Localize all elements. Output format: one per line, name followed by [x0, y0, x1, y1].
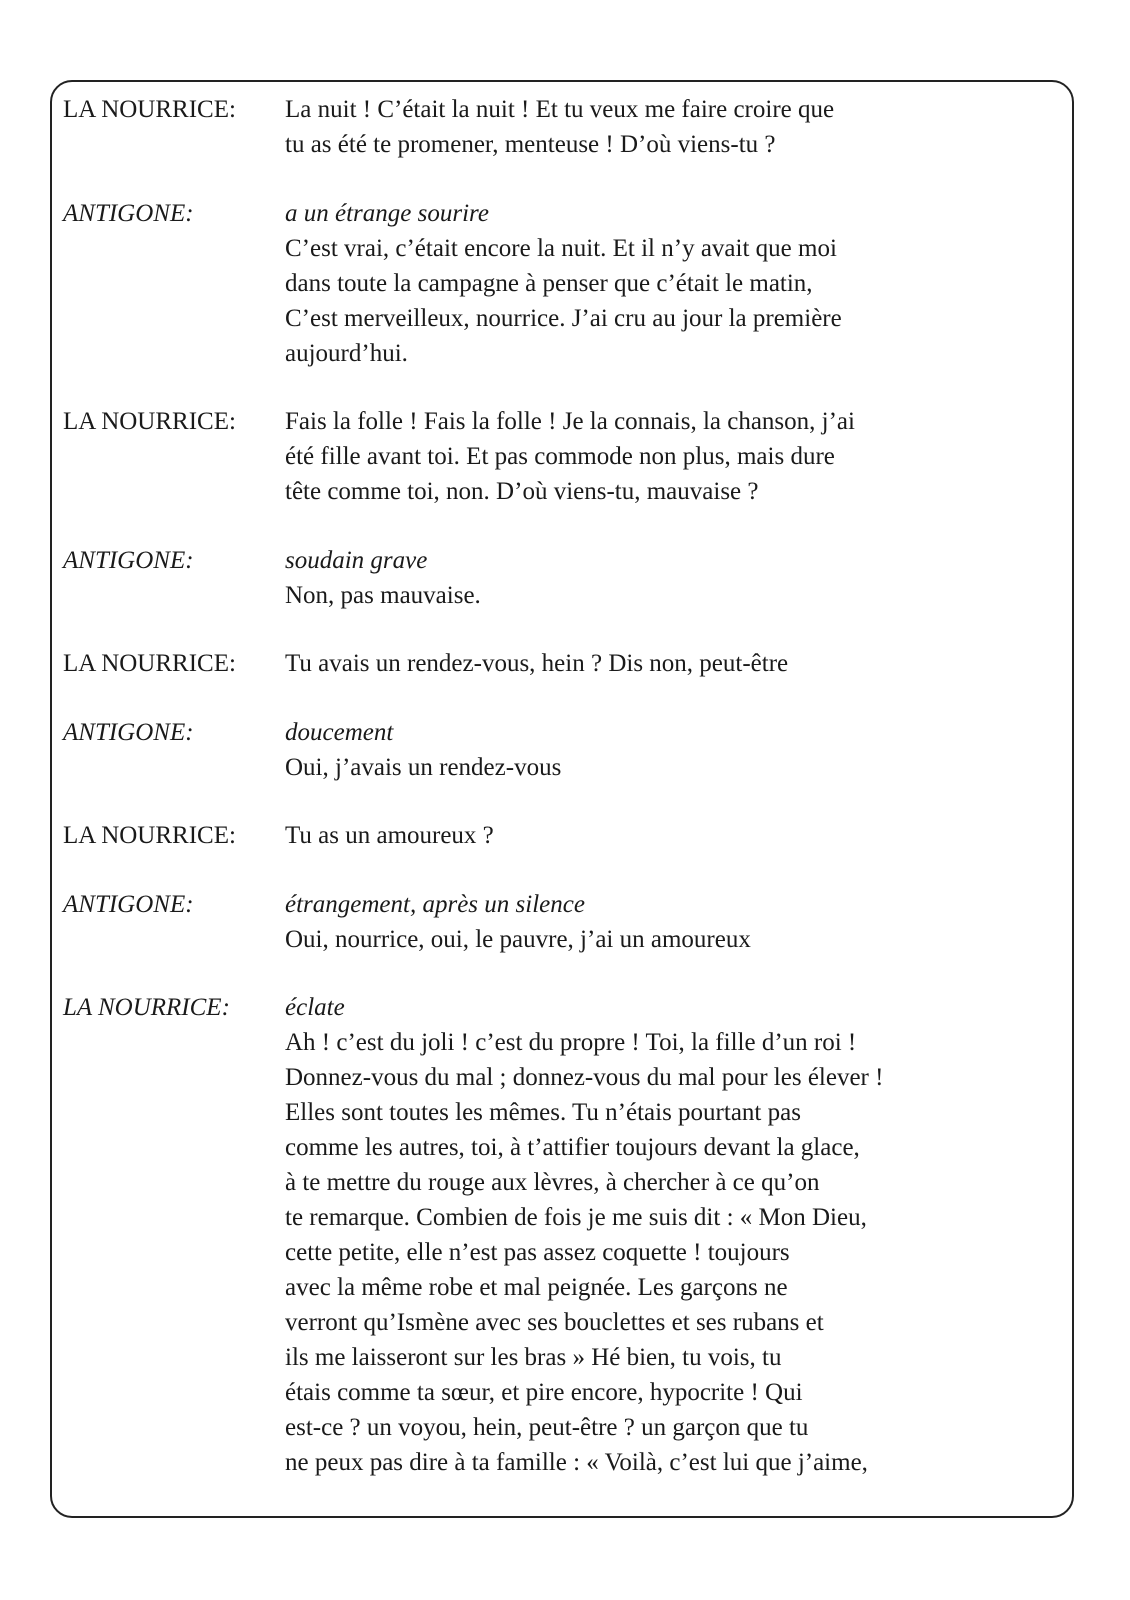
dialogue-entry [63, 646, 1063, 681]
speaker-name: LA NOURRICE: [63, 408, 236, 435]
dialogue-entry [63, 543, 1063, 613]
speaker-name: ANTIGONE: [63, 890, 194, 918]
speech-line: C’est vrai, c’était encore la nuit. Et il n’y avait que moi [285, 234, 837, 262]
speech-line: Donnez-vous du mal ; donnez-vous du mal pour les élever ! [285, 1064, 884, 1091]
stage-direction: étrangement, après un silence [285, 890, 585, 918]
speech-line: Oui, j’avais un rendez-vous [285, 753, 562, 781]
speech-line: étais comme ta sœur, et pire encore, hypocrite ! Qui [285, 1379, 803, 1406]
speaker-name: LA NOURRICE: [63, 650, 236, 677]
dialogue-entry [63, 196, 1063, 371]
stage-direction: éclate [285, 994, 345, 1021]
speech-block [285, 404, 1063, 509]
speaker-name: LA NOURRICE: [63, 822, 236, 849]
dialogue-entry [63, 887, 1063, 957]
speech-block [285, 646, 1063, 681]
speech-line: ils me laisseront sur les bras » Hé bien, tu vois, tu [285, 1344, 782, 1371]
speech-block [285, 543, 1063, 613]
speech-line: ne peux pas dire à ta famille : « Voilà, c’est lui que j’aime, [285, 1449, 868, 1476]
speech-line: dans toute la campagne à penser que c’était le matin, [285, 269, 813, 297]
speech-line: aujourd’hui. [285, 339, 408, 367]
speech-line: est-ce ? un voyou, hein, peut-être ? un garçon que tu [285, 1414, 809, 1441]
speech-block [285, 92, 1063, 162]
speech-line: cette petite, elle n’est pas assez coquette ! toujours [285, 1239, 790, 1266]
speech-line: comme les autres, toi, à t’attifier toujours devant la glace, [285, 1134, 860, 1161]
speech-line: Ah ! c’est du joli ! c’est du propre ! Toi, la fille d’un roi ! [285, 1029, 857, 1056]
speech-line: verront qu’Ismène avec ses bouclettes et ses rubans et [285, 1309, 824, 1336]
stage-direction: soudain grave [285, 546, 428, 574]
speech-line: La nuit ! C’était la nuit ! Et tu veux me faire croire que [285, 96, 835, 123]
speech-line: te remarque. Combien de fois je me suis dit : « Mon Dieu, [285, 1204, 867, 1231]
speech-block [285, 715, 1063, 785]
dialogue-entry [63, 92, 1063, 162]
speech-line: Tu as un amoureux ? [285, 822, 494, 849]
dialogue-entry [63, 818, 1063, 853]
speech-block [285, 196, 1063, 371]
speaker-name: LA NOURRICE: [63, 96, 236, 123]
dialogue-entry [63, 715, 1063, 785]
speech-line: Non, pas mauvaise. [285, 581, 481, 609]
stage-direction: a un étrange sourire [285, 199, 489, 227]
speech-line: été fille avant toi. Et pas commode non plus, mais dure [285, 443, 835, 470]
speech-line: Tu avais un rendez-vous, hein ? Dis non, peut-être [285, 650, 789, 677]
speech-line: Elles sont toutes les mêmes. Tu n’étais pourtant pas [285, 1099, 801, 1126]
speech-line: Fais la folle ! Fais la folle ! Je la connais, la chanson, j’ai [285, 408, 855, 435]
speaker-name: ANTIGONE: [63, 718, 194, 746]
dialogue-script [63, 92, 1063, 1514]
speech-line: Oui, nourrice, oui, le pauvre, j’ai un amoureux [285, 925, 751, 953]
dialogue-entry [63, 404, 1063, 509]
dialogue-entry [63, 990, 1063, 1480]
speaker-name: ANTIGONE: [63, 546, 194, 574]
stage-direction: doucement [285, 718, 394, 746]
speech-line: C’est merveilleux, nourrice. J’ai cru au jour la première [285, 304, 842, 332]
speech-line: avec la même robe et mal peignée. Les garçons ne [285, 1274, 788, 1301]
speaker-name: ANTIGONE: [63, 199, 194, 227]
speaker-name: LA NOURRICE: [63, 994, 230, 1021]
speech-block [285, 887, 1063, 957]
speech-line: tête comme toi, non. D’où viens-tu, mauvaise ? [285, 478, 759, 505]
speech-block [285, 990, 1063, 1480]
speech-line: tu as été te promener, menteuse ! D’où viens-tu ? [285, 131, 776, 158]
speech-block [285, 818, 1063, 853]
speech-line: à te mettre du rouge aux lèvres, à chercher à ce qu’on [285, 1169, 820, 1196]
